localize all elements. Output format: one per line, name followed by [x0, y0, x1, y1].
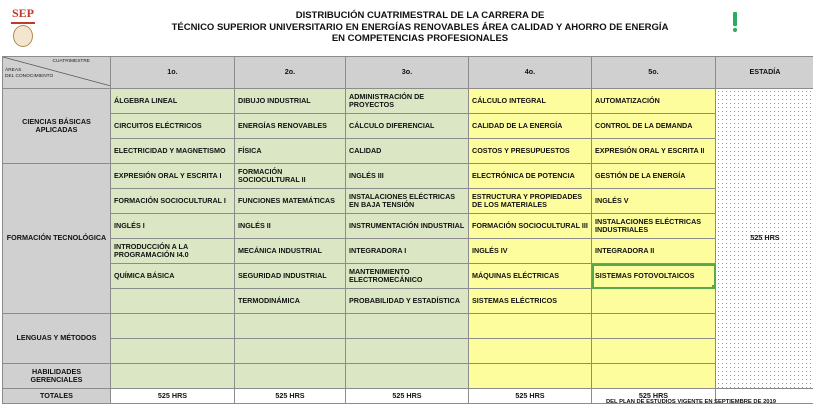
table-row: [3, 364, 813, 389]
subject-cell[interactable]: [592, 289, 716, 314]
subject-cell[interactable]: [235, 339, 346, 364]
table-row: [3, 89, 813, 114]
area-ciencias-basicas[interactable]: CIENCIAS BÁSICAS APLICADAS: [3, 89, 111, 164]
subject-cell[interactable]: INGLÉS V: [592, 189, 716, 214]
subject-cell[interactable]: COSTOS Y PRESUPUESTOS: [469, 139, 592, 164]
subject-cell[interactable]: ESTRUCTURA Y PROPIEDADES DE LOS MATERIALES: [469, 189, 592, 214]
subject-cell[interactable]: INTEGRADORA II: [592, 239, 716, 264]
totals-label[interactable]: TOTALES: [3, 389, 111, 404]
university-logo-icon: [731, 12, 739, 34]
corner-label-areas-2: DEL CONOCIMIENTO: [5, 73, 54, 79]
subject-cell[interactable]: CONTROL DE LA DEMANDA: [592, 114, 716, 139]
subject-cell[interactable]: [592, 364, 716, 389]
subject-cell[interactable]: EXPRESIÓN ORAL Y ESCRITA II: [592, 139, 716, 164]
corner-label-areas-1: ÁREAS: [5, 68, 22, 73]
subject-cell[interactable]: MÁQUINAS ELÉCTRICAS: [469, 264, 592, 289]
subject-cell[interactable]: CIRCUITOS ELÉCTRICOS: [111, 114, 235, 139]
subject-cell[interactable]: EXPRESIÓN ORAL Y ESCRITA I: [111, 164, 235, 189]
subject-cell[interactable]: INGLÉS II: [235, 214, 346, 239]
total-cell[interactable]: 525 HRS: [592, 389, 716, 404]
subject-cell[interactable]: QUÍMICA BÁSICA: [111, 264, 235, 289]
subject-cell[interactable]: ENERGÍAS RENOVABLES: [235, 114, 346, 139]
subject-cell[interactable]: DIBUJO INDUSTRIAL: [235, 89, 346, 114]
subject-cell[interactable]: [235, 364, 346, 389]
footnote: DEL PLAN DE ESTUDIOS VIGENTE EN SEPTIEMBRE DE 2019: [606, 399, 776, 405]
area-formacion-tecnologica[interactable]: FORMACIÓN TECNOLÓGICA: [3, 164, 111, 314]
subject-cell[interactable]: FORMACIÓN SOCIOCULTURAL I: [111, 189, 235, 214]
column-header-3[interactable]: 3o.: [346, 57, 469, 89]
subject-cell[interactable]: [592, 314, 716, 339]
total-cell[interactable]: 525 HRS: [469, 389, 592, 404]
subject-cell[interactable]: [469, 339, 592, 364]
subject-cell[interactable]: ÁLGEBRA LINEAL: [111, 89, 235, 114]
subject-cell[interactable]: INSTALACIONES ELÉCTRICAS EN BAJA TENSIÓN: [346, 189, 469, 214]
subject-cell[interactable]: PROBABILIDAD Y ESTADÍSTICA: [346, 289, 469, 314]
column-header-4[interactable]: 4o.: [469, 57, 592, 89]
subject-cell[interactable]: FORMACIÓN SOCIOCULTURAL II: [235, 164, 346, 189]
column-header-5[interactable]: 5o.: [592, 57, 716, 89]
column-header-2[interactable]: 2o.: [235, 57, 346, 89]
subject-cell[interactable]: [592, 339, 716, 364]
table-row: [3, 314, 813, 339]
table-row: [3, 339, 813, 364]
total-cell[interactable]: 525 HRS: [235, 389, 346, 404]
subject-cell[interactable]: INSTALACIONES ELÉCTRICAS INDUSTRIALES: [592, 214, 716, 239]
subject-cell[interactable]: AUTOMATIZACIÓN: [592, 89, 716, 114]
subject-cell[interactable]: INTRODUCCIÓN A LA PROGRAMACIÓN I4.0: [111, 239, 235, 264]
table-row: [3, 214, 813, 239]
subject-cell[interactable]: MECÁNICA INDUSTRIAL: [235, 239, 346, 264]
area-lenguas-metodos[interactable]: LENGUAS Y MÉTODOS: [3, 314, 111, 364]
emblem-icon: [13, 25, 33, 47]
subject-cell[interactable]: [111, 289, 235, 314]
column-header-1[interactable]: 1o.: [111, 57, 235, 89]
subject-cell[interactable]: ADMINISTRACIÓN DE PROYECTOS: [346, 89, 469, 114]
subject-cell[interactable]: INGLÉS III: [346, 164, 469, 189]
table-row: [3, 139, 813, 164]
subject-cell[interactable]: CALIDAD DE LA ENERGÍA: [469, 114, 592, 139]
estadia-hours-cell[interactable]: 525 HRS: [716, 89, 813, 389]
curriculum-table: [2, 56, 813, 404]
subject-cell[interactable]: ELECTRICIDAD Y MAGNETISMO: [111, 139, 235, 164]
subject-cell[interactable]: SEGURIDAD INDUSTRIAL: [235, 264, 346, 289]
corner-label-cuatrimestre: CUATRIMESTRE: [52, 59, 90, 64]
table-header-row: [3, 57, 813, 89]
subject-cell[interactable]: CÁLCULO DIFERENCIAL: [346, 114, 469, 139]
subject-cell[interactable]: MANTENIMIENTO ELECTROMECÁNICO: [346, 264, 469, 289]
table-row: [3, 189, 813, 214]
table-row: [3, 289, 813, 314]
subject-cell[interactable]: [469, 364, 592, 389]
subject-cell[interactable]: [235, 314, 346, 339]
total-cell[interactable]: 525 HRS: [111, 389, 235, 404]
page-title: [140, 10, 700, 45]
subject-cell[interactable]: CALIDAD: [346, 139, 469, 164]
subject-cell[interactable]: INGLÉS IV: [469, 239, 592, 264]
corner-cell[interactable]: [3, 57, 111, 89]
subject-cell[interactable]: INSTRUMENTACIÓN INDUSTRIAL: [346, 214, 469, 239]
subject-cell[interactable]: INTEGRADORA I: [346, 239, 469, 264]
subject-cell[interactable]: [469, 314, 592, 339]
title-line-1: DISTRIBUCIÓN CUATRIMESTRAL DE LA CARRERA DE: [295, 10, 545, 21]
sep-logo: [8, 6, 38, 44]
subject-cell-text: SISTEMAS FOTOVOLTAICOS: [595, 270, 695, 280]
subject-cell[interactable]: FÍSICA: [235, 139, 346, 164]
subject-cell[interactable]: SISTEMAS ELÉCTRICOS: [469, 289, 592, 314]
title-line-3: EN COMPETENCIAS PROFESIONALES: [331, 33, 509, 44]
table-row: [3, 164, 813, 189]
sheet-header: [0, 0, 813, 56]
subject-cell[interactable]: FORMACIÓN SOCIOCULTURAL III: [469, 214, 592, 239]
corner-label-areas: [5, 68, 53, 79]
subject-cell[interactable]: [111, 364, 235, 389]
subject-cell[interactable]: ELECTRÓNICA DE POTENCIA: [469, 164, 592, 189]
subject-cell[interactable]: FUNCIONES MATEMÁTICAS: [235, 189, 346, 214]
sep-logo-text: SEP: [11, 6, 34, 20]
subject-cell[interactable]: [111, 314, 235, 339]
table-row: [3, 114, 813, 139]
table-row: [3, 264, 813, 289]
total-cell[interactable]: 525 HRS: [346, 389, 469, 404]
title-line-2: TÉCNICO SUPERIOR UNIVERSITARIO EN ENERGÍAS RENOVABLES ÁREA CALIDAD Y AHORRO DE ENERGÍA: [171, 21, 669, 33]
subject-cell[interactable]: [111, 339, 235, 364]
subject-cell[interactable]: GESTIÓN DE LA ENERGÍA: [592, 164, 716, 189]
column-header-estadia[interactable]: ESTADÍA: [716, 57, 813, 89]
subject-cell[interactable]: INGLÉS I: [111, 214, 235, 239]
selected-cell[interactable]: [592, 264, 716, 289]
subject-cell[interactable]: [346, 339, 469, 364]
subject-cell[interactable]: TERMODINÁMICA: [235, 289, 346, 314]
area-habilidades-gerenciales[interactable]: HABILIDADES GERENCIALES: [3, 364, 111, 389]
subject-cell[interactable]: CÁLCULO INTEGRAL: [469, 89, 592, 114]
subject-cell[interactable]: [346, 364, 469, 389]
subject-cell[interactable]: [346, 314, 469, 339]
table-row: [3, 239, 813, 264]
fill-handle[interactable]: [712, 285, 716, 289]
